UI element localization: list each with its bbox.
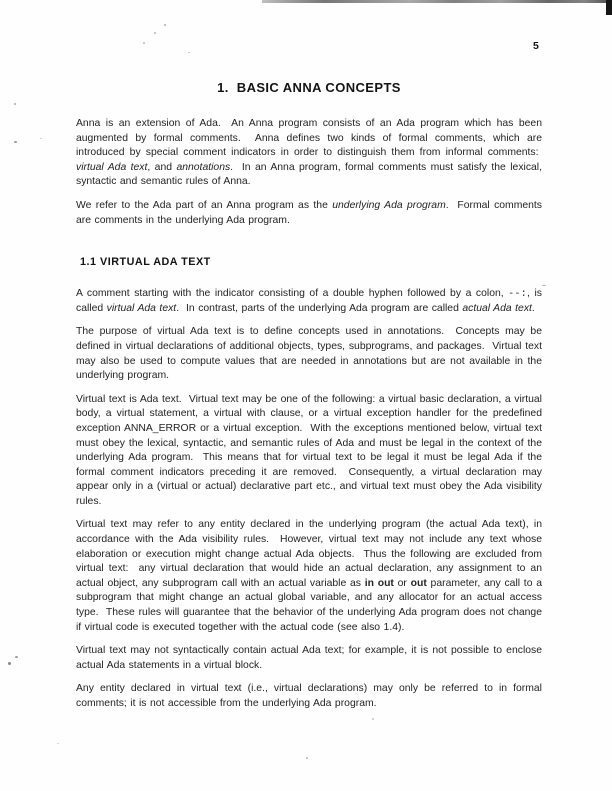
paragraph-underlying-ada-program: We refer to the Ada part of an Anna program as the underlying Ada program. Formal comments are comments in the underlying Ada program. [76, 199, 543, 226]
paragraph-no-actual-in-virtual: Virtual text may not syntactically contain actual Ada text; for example, it is not possible to enclose actual Ada statements in a virtual block. [76, 645, 542, 671]
scan-speck [14, 103, 16, 105]
chapter-title: 1. BASIC ANNA CONCEPTS [217, 80, 401, 95]
scan-speck [57, 743, 59, 744]
paragraph-virtual-entities-access: Any entity declared in virtual text (i.e., virtual declarations) may only be referred to in formal comments; it is not accessible from the underlying Ada program. [76, 683, 542, 709]
paragraph-anna-extension-intro: Anna is an extension of Ada. An Anna program consists of an Ada program which has been augmented by formal comments. Anna defines two kinds of formal comments, which are introduced by special comment indicators in order to distinguish them from informal comments: virtual Ada text, and annotations. In an Anna program, formal comments must satisfy the lexical, syntactic and semantic rules of Anna. [76, 118, 542, 188]
paragraph-virtual-ada-text-definition: A comment starting with the indicator consisting of a double hyphen followed by a colon, --:, is called virtual Ada text. In contrast, parts of the underlying Ada program are called actual Ada text. [76, 288, 542, 314]
paragraph-virtual-text-is-ada-text: Virtual text is Ada text. Virtual text may be one of the following: a virtual basic declaration, a virtual body, a virtual statement, a virtual with clause, or a virtual exception handler for the predefined exception ANNA_ERROR or a virtual exception. With the exceptions mentioned below, virtual text must obey the lexical, syntactic, and semantic rules of Ada and must be legal in the context of the underlying Ada program. This means that for virtual text to be legal it must be legal Ada if the formal comment indicators preceding it are removed. Consequently, a virtual declaration may appear only in a (virtual or actual) declarative part etc., and virtual text must obey the Ada visibility rules. [76, 393, 542, 507]
page-content [76, 0, 542, 721]
paragraph-virtual-text-restrictions: Virtual text may refer to any entity declared in the underlying program (the actual Ada text), in accordance with the Ada visibility rules. However, virtual text may not include any text whose elaboration or execution might change actual Ada objects. Thus the following are excluded from virtual text: any virtual declaration that would hide an actual declaration, any assignment to an actual object, any subprogram call with an actual variable as in out or out parameter, any call to a subprogram that might change an actual global variable, and any allocator for an actual access type. These rules will guarantee that the behavior of the underlying Ada program does not change if virtual code is executed together with the actual code (see also 1.4). [76, 519, 542, 633]
scan-speck [542, 285, 546, 286]
section-heading-virtual-ada-text: 1.1 VIRTUAL ADA TEXT [80, 256, 211, 269]
scan-speck [14, 141, 17, 143]
scan-speck [8, 662, 11, 665]
scan-speck [40, 138, 42, 139]
scan-speck [306, 757, 308, 759]
scan-artifact-corner-mark [606, 0, 612, 15]
page-number: 5 [533, 40, 539, 52]
scan-speck [15, 656, 18, 658]
paragraph-purpose-of-virtual-text: The purpose of virtual Ada text is to define concepts used in annotations. Concepts may be defined in virtual declarations of additional objects, types, subprograms, and packages. Virtual text may also be used to compute values that are needed in annotations but are not available in the underlying program. [76, 326, 542, 382]
